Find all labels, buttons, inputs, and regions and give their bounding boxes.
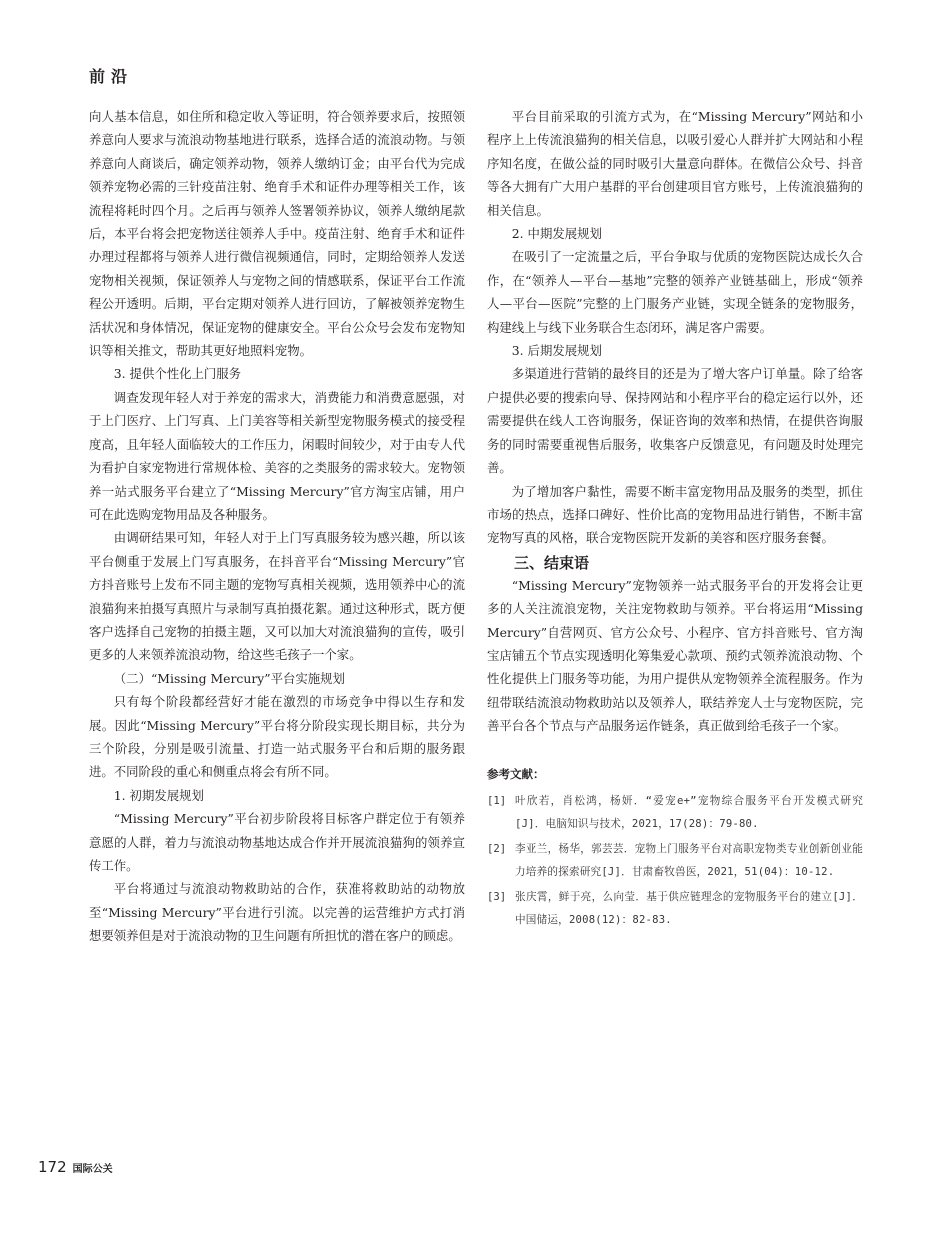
paragraph: “Missing Mercury”宠物领养一站式服务平台的开发将会让更多的人关注流浪宠物，关注宠物救助与领养。平台将运用“Missing Mercury”自营网页、官方公众号、小程序、官方抖音账号、官方淘宝店铺五个节点实现透明化筹集爱心款项、预约式领养流浪动物、个性化提供上门服务等功能，为用户提供从宠物领养全流程服务。作为纽带联结流浪动物救助站以及领养人，联结养宠人士与宠物医院，完善平台各个节点与产品服务运作链条，真正做到给毛孩子一个家。 — [487, 577, 863, 734]
references-section — [487, 764, 863, 932]
paragraph: 在吸引了一定流量之后，平台争取与优质的宠物医院达成长久合作，在“领养人—平台—基地”完整的领养产业链基础上，形成“领养人—平台—医院”完整的上门服务产业链，实现全链条的宠物服务，构建线上与线下业务联合生态闭环，满足客户需要。 — [487, 249, 863, 335]
paragraph: 平台目前采取的引流方式为，在“Missing Mercury”网站和小程序上上传流浪猫狗的相关信息，以吸引爱心人群并扩大网站和小程序知名度，在做公益的同时吸引大量意向群体。在微信公众号、抖音等各大拥有广大用户基群的平台创建项目官方账号，上传流浪猫狗的相关信息。 — [487, 109, 863, 218]
subheading: 2. 中期发展规划 — [511, 226, 602, 242]
reference-text: 叶欣若，肖松鸿，杨妍．“爱宠e+”宠物综合服务平台开发模式研究[J]．电脑知识与技术，2021，17(28)：79-80. — [515, 794, 863, 830]
paragraph: 向人基本信息，如住所和稳定收入等证明，符合领养要求后，按照领养意向人要求与流浪动物基地进行联系，选择合适的流浪动物。与领养意向人商谈后，确定领养动物，领养人缴纳订金；由平台代为完成领养宠物必需的三针疫苗注射、绝育手术和证件办理等相关工作，该流程将耗时四个月。之后再与领养人签署领养协议，领养人缴纳尾款后，本平台将会把宠物送往领养人手中。疫苗注射、绝育手术和证件办理过程都将与领养人进行微信视频通信，同时，定期给领养人发送宠物相关视频，保证领养人与宠物之间的情感联系，保证平台工作流程公开透明。后期，平台定期对领养人进行回访，了解被领养宠物生活状况和身体情况，保证宠物的健康安全。平台公众号会发布宠物知识等相关推文，帮助其更好地照料宠物。 — [89, 109, 465, 359]
section-header: 前沿 — [89, 67, 134, 86]
paragraph: 平台将通过与流浪动物救助站的合作，获准将救助站的动物放至“Missing Mercury”平台进行引流。以完善的运营维护方式打消想要领养但是对于流浪动物的卫生问题有所担忧的潜在客户的顾虑。 — [89, 881, 465, 944]
paragraph: 调查发现年轻人对于养宠的需求大，消费能力和消费意愿强，对于上门医疗、上门写真、上门美容等相关新型宠物服务模式的接受程度高，且年轻人面临较大的工作压力，闲暇时间较少，对于由专人代为看护自家宠物进行常规体检、美容的之类服务的需求较大。宠物领养一站式服务平台建立了“Missing Mercury”官方淘宝店铺，用户可在此选购宠物用品及各种服务。 — [89, 389, 465, 522]
page-number: 172 — [38, 1158, 67, 1176]
reference-number: [2] — [487, 842, 507, 855]
subheading: 3. 后期发展规划 — [511, 343, 602, 359]
reference-text: 张庆霄，鲜于亮，么向莹．基于供应链理念的宠物服务平台的建立[J]．中国储运，2008(12)：82-83. — [515, 890, 863, 926]
subheading: 1. 初期发展规划 — [113, 787, 204, 803]
reference-item — [487, 790, 863, 836]
left-column — [89, 105, 465, 948]
reference-text: 李亚兰，杨华，郭芸芸．宠物上门服务平台对高职宠物类专业创新创业能力培养的探索研究[J]．甘肃畜牧兽医，2021，51(04)：10-12. — [515, 842, 863, 878]
reference-item — [487, 838, 863, 884]
subheading: （二）“Missing Mercury”平台实施规划 — [113, 670, 345, 686]
reference-number: [1] — [487, 794, 507, 807]
page-footer — [38, 1158, 113, 1176]
paragraph: 只有每个阶段都经营好才能在激烈的市场竞争中得以生存和发展。因此“Missing Mercury”平台将分阶段实现长期目标，共分为三个阶段，分别是吸引流量、打造一站式服务平台和后期的服务跟进。不同阶段的重心和侧重点将会有所不同。 — [89, 694, 465, 780]
paragraph: 多渠道进行营销的最终目的还是为了增大客户订单量。除了给客户提供必要的搜索向导、保持网站和小程序平台的稳定运行以外，还需要提供在线人工咨询服务，保证咨询的效率和热情，在提供咨询服务的同时需要重视售后服务，收集客户反馈意见，有问题及时处理完善。 — [487, 366, 863, 476]
reference-item — [487, 886, 863, 932]
reference-number: [3] — [487, 890, 507, 903]
paragraph: “Missing Mercury”平台初步阶段将目标客户群定位于有领养意愿的人群，着力与流浪动物基地达成合作并开展流浪猫狗的领养宣传工作。 — [89, 811, 465, 873]
paragraph: 为了增加客户黏性，需要不断丰富宠物用品及服务的类型，抓住市场的热点，选择口碑好、性价比高的宠物用品进行销售，不断丰富宠物写真的风格，联合宠物医院开发新的美容和医疗服务套餐。 — [487, 483, 863, 546]
paragraph: 由调研结果可知，年轻人对于上门写真服务较为感兴趣，所以该平台侧重于发展上门写真服务，在抖音平台“Missing Mercury”官方抖音账号上发布不同主题的宠物写真相关视频，选用领养中心的流浪猫狗来拍摄写真照片与录制写真拍摄花絮。通过这种形式，既方便客户选择自己宠物的拍摄主题，又可以加大对流浪猫狗的宣传，吸引更多的人来领养流浪动物，给这些毛孩子一个家。 — [89, 530, 465, 663]
subheading: 3. 提供个性化上门服务 — [113, 366, 242, 382]
right-column — [487, 105, 863, 934]
section-heading: 三、结束语 — [514, 553, 590, 572]
references-title: 参考文献： — [487, 766, 545, 781]
journal-name: 国际公关 — [72, 1164, 113, 1175]
